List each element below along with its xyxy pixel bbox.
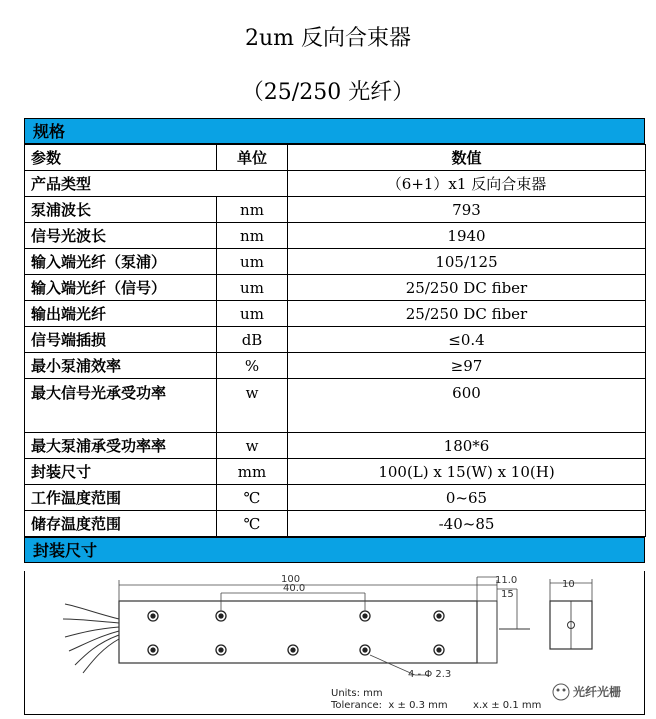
- column-header-unit: 单位: [217, 145, 288, 171]
- row-param: 封装尺寸: [25, 459, 217, 485]
- column-header-value: 数值: [288, 145, 646, 171]
- table-row: [25, 353, 646, 379]
- column-header-param: 参数: [25, 145, 217, 171]
- table-row: [25, 379, 646, 433]
- document-title: 2um 反向合束器: [244, 26, 412, 51]
- row-unit: w: [217, 433, 288, 459]
- row-value: 1940: [288, 223, 646, 249]
- dimension-fiber-offset: 15: [501, 589, 514, 600]
- row-value: 25/250 DC fiber: [288, 301, 646, 327]
- package-drawing: [24, 571, 645, 715]
- screw-holes: [148, 611, 444, 655]
- table-row: [25, 249, 646, 275]
- dimension-lines: [119, 577, 592, 675]
- package-drawing-svg: [25, 571, 644, 714]
- row-value: 100(L) x 15(W) x 10(H): [288, 459, 646, 485]
- table-header-row: [25, 145, 646, 171]
- tolerance-note: Tolerance: x ± 0.3 mm x.x ± 0.1 mm: [331, 700, 542, 711]
- input-fibers: [63, 604, 119, 673]
- row-value: 793: [288, 197, 646, 223]
- row-value: 600: [288, 379, 646, 433]
- row-unit: w: [217, 379, 288, 433]
- row-value: ≤0.4: [288, 327, 646, 353]
- dimension-length: 100: [281, 574, 301, 585]
- table-row: [25, 171, 646, 197]
- row-value: （6+1）x1 反向合束器: [288, 171, 646, 197]
- table-row: [25, 327, 646, 353]
- table-row: [25, 223, 646, 249]
- row-unit: nm: [217, 223, 288, 249]
- table-row: [25, 485, 646, 511]
- row-param: 输入端光纤（信号）: [25, 275, 217, 301]
- table-row: [25, 433, 646, 459]
- row-unit: dB: [217, 327, 288, 353]
- row-param: 输入端光纤（泵浦）: [25, 249, 217, 275]
- row-value: 180*6: [288, 433, 646, 459]
- row-value: ≥97: [288, 353, 646, 379]
- row-param: 最大泵浦承受功率率: [25, 433, 217, 459]
- row-unit: um: [217, 301, 288, 327]
- units-note: Units: mm: [331, 688, 383, 699]
- row-param: 信号光波长: [25, 223, 217, 249]
- row-param: 最大信号光承受功率: [25, 379, 217, 433]
- table-row: [25, 197, 646, 223]
- row-unit: ℃: [217, 511, 288, 537]
- row-param: 泵浦波长: [25, 197, 217, 223]
- row-unit: ℃: [217, 485, 288, 511]
- package-section-header: 封装尺寸: [24, 537, 645, 563]
- table-row: [25, 301, 646, 327]
- table-row: [25, 511, 646, 537]
- row-value: 0~65: [288, 485, 646, 511]
- row-param: 最小泵浦效率: [25, 353, 217, 379]
- row-unit: um: [217, 249, 288, 275]
- spec-sheet: [24, 118, 645, 563]
- row-unit: %: [217, 353, 288, 379]
- row-unit: um: [217, 275, 288, 301]
- row-value: 25/250 DC fiber: [288, 275, 646, 301]
- watermark-icon: [553, 684, 569, 700]
- row-value: 105/125: [288, 249, 646, 275]
- row-unit: nm: [217, 197, 288, 223]
- watermark-text: 光纤光栅: [573, 685, 622, 699]
- row-param: 信号端插损: [25, 327, 217, 353]
- spec-table: [24, 144, 646, 537]
- row-param: 产品类型: [25, 171, 288, 197]
- row-param: 工作温度范围: [25, 485, 217, 511]
- package-end-cap: [477, 601, 497, 663]
- document-subtitle: （25/250 光纤）: [241, 80, 415, 105]
- dimension-cap: 11.0: [495, 575, 518, 586]
- row-param: 输出端光纤: [25, 301, 217, 327]
- row-value: -40~85: [288, 511, 646, 537]
- dimension-hole-spacing: 40.0: [283, 583, 306, 594]
- table-row: [25, 275, 646, 301]
- row-param: 储存温度范围: [25, 511, 217, 537]
- package-body: [119, 601, 477, 663]
- table-row: [25, 459, 646, 485]
- spec-section-header: 规格: [24, 118, 645, 144]
- hole-spec: 4 - Φ 2.3: [408, 669, 452, 680]
- dimension-width: 10: [562, 579, 575, 590]
- row-unit: mm: [217, 459, 288, 485]
